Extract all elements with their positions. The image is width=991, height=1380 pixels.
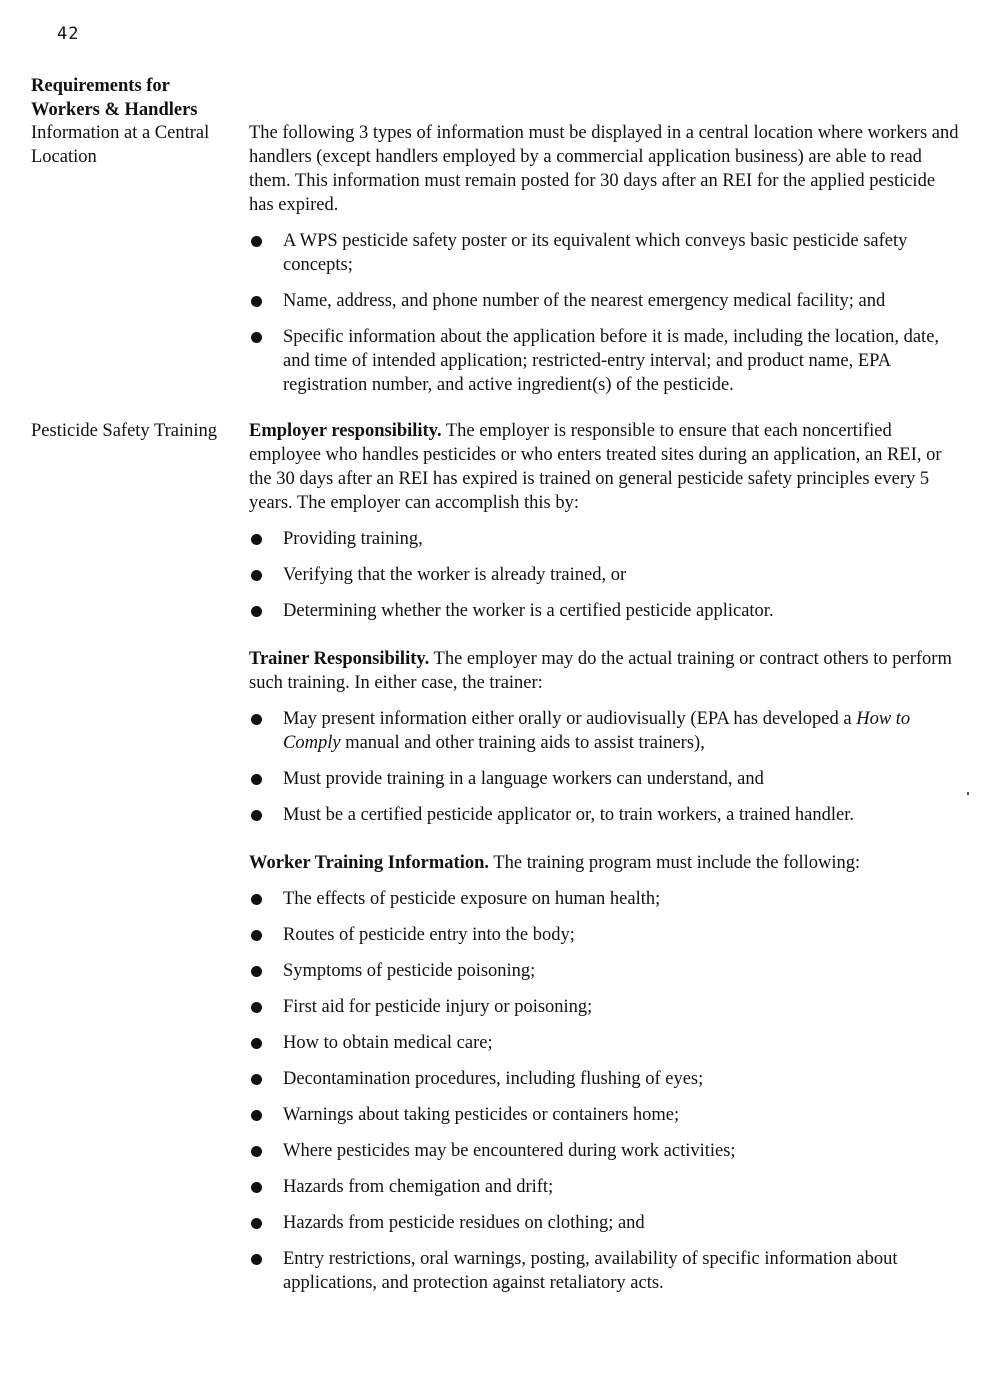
list-item: Entry restrictions, oral warnings, posting, availability of specific information about applications, and protection against retaliatory acts. — [249, 1247, 961, 1295]
trainer-text: The employer may do the actual training or contract others to perform such training. In either case, the trainer: — [249, 649, 952, 693]
how-to-comply-title: How to Comply — [283, 709, 911, 753]
central-location-label: Information at a Central Location — [31, 123, 210, 167]
list-item: Where pesticides may be encountered during work activities; — [249, 1139, 961, 1163]
employer-lead: Employer responsibility. — [249, 421, 442, 441]
list-item: Specific information about the application before it is made, including the location, date, and time of intended application; restricted-entry interval; and product name, EPA registration number, and active ingredient(s) of the pesticide. — [249, 325, 961, 397]
trainer-bullet-text: manual and other training aids to assist trainers), — [340, 733, 705, 753]
list-item: Warnings about taking pesticides or containers home; — [249, 1103, 961, 1127]
list-item: Hazards from pesticide residues on clothing; and — [249, 1211, 961, 1235]
list-item: First aid for pesticide injury or poisoning; — [249, 995, 961, 1019]
trainer-lead: Trainer Responsibility. — [249, 649, 430, 669]
list-item: Routes of pesticide entry into the body; — [249, 923, 961, 947]
central-location-intro: The following 3 types of information must be displayed in a central location where workers and handlers (except handlers employed by a commercial application business) are able to read them. This information must remain posted for 30 days after an REI for the applied pesticide has expired. — [249, 123, 959, 215]
trainer-list — [249, 707, 961, 827]
trainer-paragraph — [249, 647, 961, 695]
trainer-bullet-text: May present information either orally or audiovisually (EPA has developed a — [283, 709, 857, 729]
employer-list — [249, 527, 961, 623]
worker-paragraph — [249, 851, 961, 875]
list-item: Hazards from chemigation and drift; — [249, 1175, 961, 1199]
section-heading-line-2: Workers & Handlers — [31, 100, 198, 120]
worker-text: The training program must include the following: — [489, 853, 861, 873]
page-number: 42 — [57, 24, 80, 44]
worker-list — [249, 887, 961, 1295]
scan-speck — [967, 792, 969, 795]
training-section — [249, 419, 961, 1295]
central-location-section — [249, 121, 961, 397]
list-item: The effects of pesticide exposure on human health; — [249, 887, 961, 911]
list-item: How to obtain medical care; — [249, 1031, 961, 1055]
employer-text: The employer is responsible to ensure that each noncertified employee who handles pesticides or who enters treated sites during an application, an REI, or the 30 days after an REI has expired is trained on general pesticide safety principles every 5 years. The employer can accomplish this by: — [249, 421, 942, 513]
list-item: A WPS pesticide safety poster or its equivalent which conveys basic pesticide safety concepts; — [249, 229, 961, 277]
list-item: Name, address, and phone number of the nearest emergency medical facility; and — [249, 289, 961, 313]
employer-paragraph — [249, 419, 961, 515]
list-item — [249, 707, 961, 755]
list-item: Decontamination procedures, including flushing of eyes; — [249, 1067, 961, 1091]
section-heading — [31, 74, 198, 122]
list-item: Verifying that the worker is already trained, or — [249, 563, 961, 587]
list-item: Must be a certified pesticide applicator or, to train workers, a trained handler. — [249, 803, 961, 827]
list-item: Symptoms of pesticide poisoning; — [249, 959, 961, 983]
list-item: Determining whether the worker is a certified pesticide applicator. — [249, 599, 961, 623]
list-item: Providing training, — [249, 527, 961, 551]
central-location-list — [249, 229, 961, 397]
training-label: Pesticide Safety Training — [31, 421, 218, 441]
worker-lead: Worker Training Information. — [249, 853, 490, 873]
list-item: Must provide training in a language workers can understand, and — [249, 767, 961, 791]
section-heading-line-1: Requirements for — [31, 76, 170, 96]
